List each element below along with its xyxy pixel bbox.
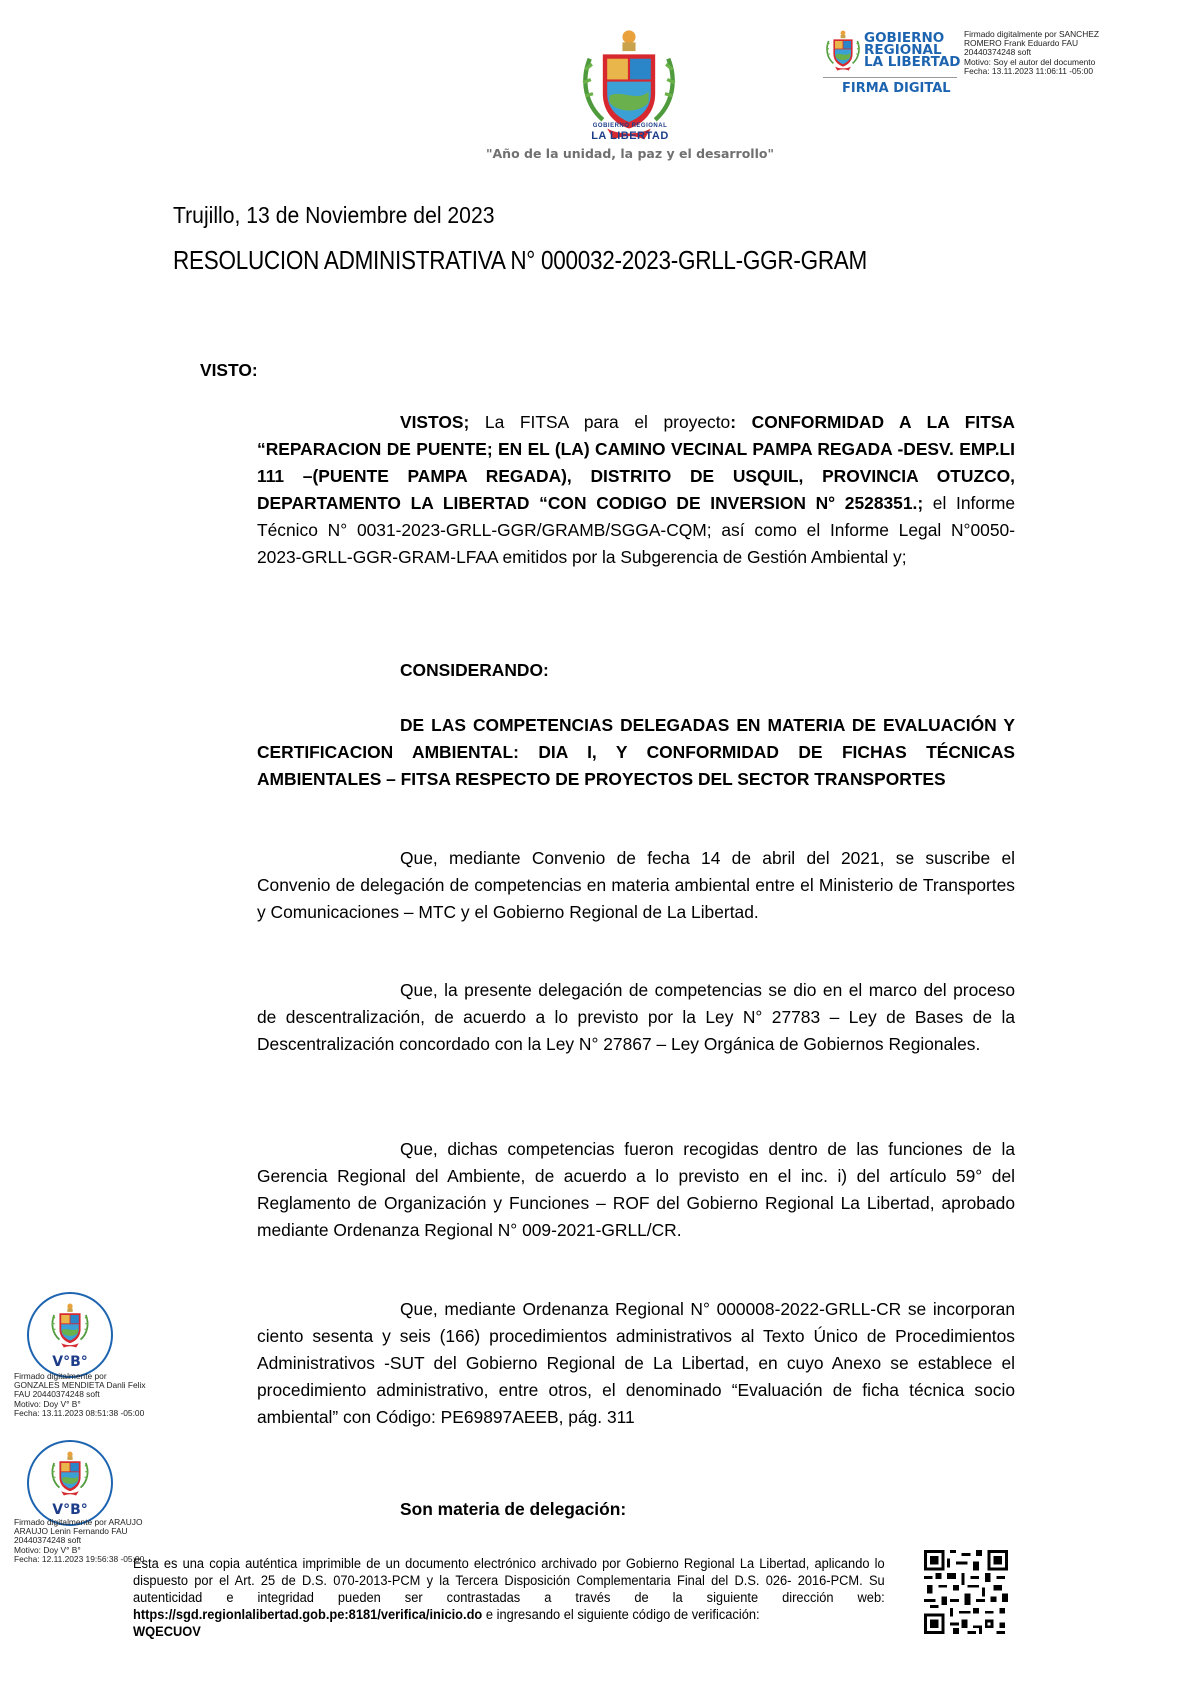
vobo-crest-icon	[48, 1300, 92, 1352]
vobo-signer-info-2	[14, 1518, 144, 1564]
firma-org-line: LA LIBERTAD	[864, 54, 961, 70]
firma-org-line: REGIONAL	[864, 42, 942, 58]
firma-crest-icon	[823, 28, 863, 74]
firma-signer-info	[964, 30, 1099, 76]
vobo-label: V°B°	[52, 1354, 88, 1370]
stamp-info-line: ARAUJO Lenin Fernando FAU	[14, 1526, 128, 1537]
delegacion-heading: Son materia de delegación:	[400, 1499, 627, 1519]
vobo-signer-info-1	[14, 1372, 146, 1418]
stamp-info-line: Fecha: 13.11.2023 08:51:38 -05:00	[14, 1407, 145, 1418]
vobo-label: V°B°	[52, 1502, 88, 1518]
notice-text: Esta es una copia auténtica imprimible de un documento electrónico archivado por Gobierno Regional La Libertad, aplicando lo dispuesto por el Art. 25 de D.S. 070-2013-PCM y la Tercera Disposición Complementaria Final del D.S. 026- 2016-PCM. Su autenticidad e integridad pueden ser contrastadas a través de la siguiente dirección web:	[133, 1556, 885, 1605]
vistos-lead-text: La FITSA para el proyecto	[469, 412, 731, 432]
crest-caption: LA LIBERTAD	[591, 130, 669, 142]
year-slogan: "Año de la unidad, la paz y el desarrollo"	[486, 146, 774, 161]
qr-code-icon[interactable]	[924, 1550, 1008, 1634]
firma-org-line: GOBIERNO	[864, 30, 945, 46]
stamp-info-line: Firmado digitalmente por	[14, 1371, 107, 1381]
notice-text-2: e ingresando el siguiente código de verificación:	[482, 1607, 760, 1622]
firma-info-line: Firmado digitalmente por SANCHEZ	[964, 29, 1099, 39]
authenticity-notice	[133, 1555, 885, 1640]
firma-info-line: 20440374248 soft	[964, 47, 1032, 58]
paragraph-descentralizacion: Que, la presente delegación de competencias se dio en el marco del proceso de descentralización, de acuerdo a lo previsto por la Ley N° 27783 – Ley de Bases de la Descentralización concordado con la Ley N° 27867 – Ley Orgánica de Gobiernos Regionales.	[257, 980, 1015, 1054]
stamp-info-line: Motivo: Doy V° B°	[14, 1398, 81, 1409]
city-date: Trujillo, 13 de Noviembre del 2023	[173, 202, 495, 228]
paragraph-ordenanza: Que, mediante Ordenanza Regional N° 000008-2022-GRLL-CR se incorporan ciento sesenta y seis (166) procedimientos administrativos al Texto Único de Procedimientos Administrativos -SUT del Gobierno Regional de La Libertad, en cuyo Anexo se establece el procedimiento administrativo, entre otros, el denominado “Evaluación de ficha técnica socio ambiental” con Código: PE69897AEEB, pág. 311	[257, 1299, 1015, 1427]
vistos-lead: VISTOS;	[400, 412, 470, 432]
crest-caption-small: GOBIERNO REGIONAL	[592, 123, 668, 129]
visto-heading: VISTO:	[200, 360, 258, 380]
paragraph-funciones: Que, dichas competencias fueron recogidas dentro de las funciones de la Gerencia Regional del Ambiente, de acuerdo a lo previsto en el inc. i) del artículo 59° del Reglamento de Organización y Funciones – ROF del Gobierno Regional La Libertad, aprobado mediante Ordenanza Regional N° 009-2021-GRLL/CR.	[257, 1139, 1015, 1240]
firma-org-name	[864, 32, 961, 68]
vobo-stamp-2	[27, 1440, 113, 1526]
stamp-info-line: Firmado digitalmente por ARAUJO	[14, 1517, 143, 1527]
firma-info-line: ROMERO Frank Eduardo FAU	[964, 38, 1079, 49]
stamp-info-line: FAU 20440374248 soft	[14, 1389, 100, 1400]
firma-digital-label: FIRMA DIGITAL	[842, 81, 951, 96]
competencias-heading: DE LAS COMPETENCIAS DELEGADAS EN MATERIA DE EVALUACIÓN Y CERTIFICACION AMBIENTAL: DIA I, Y CONFORMIDAD DE FICHAS TÉCNICAS AMBIENTALES – FITSA RESPECTO DE PROYECTOS DEL SECTOR TRANSPORTES	[257, 715, 1015, 789]
vistos-rest-text: el Informe Técnico N° 0031-2023-GRLL-GGR/GRAMB/SGGA-CQM; así como el Informe Legal N°0050-2023-GRLL-GGR-GRAM-LFAA emitidos por la Subgerencia de Gestión Ambiental y;	[257, 493, 1015, 567]
stamp-info-line: 20440374248 soft	[14, 1535, 82, 1546]
vobo-crest-icon	[48, 1448, 92, 1500]
vistos-paragraph	[257, 409, 1015, 571]
firma-info-line: Motivo: Soy el autor del documento	[964, 56, 1096, 67]
stamp-info-line: GONZALES MENDIETA Danli Felix	[14, 1380, 146, 1391]
document-title: RESOLUCION ADMINISTRATIVA N° 000032-2023-GRLL-GGR-GRAM	[173, 245, 868, 275]
firma-info-line: Fecha: 13.11.2023 11:06:11 -05:00	[964, 65, 1093, 76]
vobo-stamp-1	[27, 1292, 113, 1378]
considerando-heading: CONSIDERANDO:	[400, 660, 549, 680]
verification-code: WQECUOV	[133, 1624, 201, 1639]
verification-link[interactable]: https://sgd.regionlalibertad.gob.pe:8181/verifica/inicio.do	[133, 1607, 483, 1622]
paragraph-convenio: Que, mediante Convenio de fecha 14 de abril del 2021, se suscribe el Convenio de delegación de competencias en materia ambiental entre el Ministerio de Transportes y Comunicaciones – MTC y el Gobierno Regional de La Libertad.	[257, 848, 1015, 922]
firma-divider	[823, 77, 957, 78]
project-name: : CONFORMIDAD A LA FITSA “REPARACION DE PUENTE; EN EL (LA) CAMINO VECINAL PAMPA REGADA -DESV. EMP.LI 111 –(PUENTE PAMPA REGADA), DISTRITO DE USQUIL, PROVINCIA OTUZCO, DEPARTAMENTO LA LIBERTAD “CON CODIGO DE INVERSION N° 2528351.;	[257, 412, 1015, 513]
stamp-info-line: Fecha: 12.11.2023 19:56:38 -05:00	[14, 1553, 145, 1564]
stamp-info-line: Motivo: Doy V° B°	[14, 1544, 81, 1555]
